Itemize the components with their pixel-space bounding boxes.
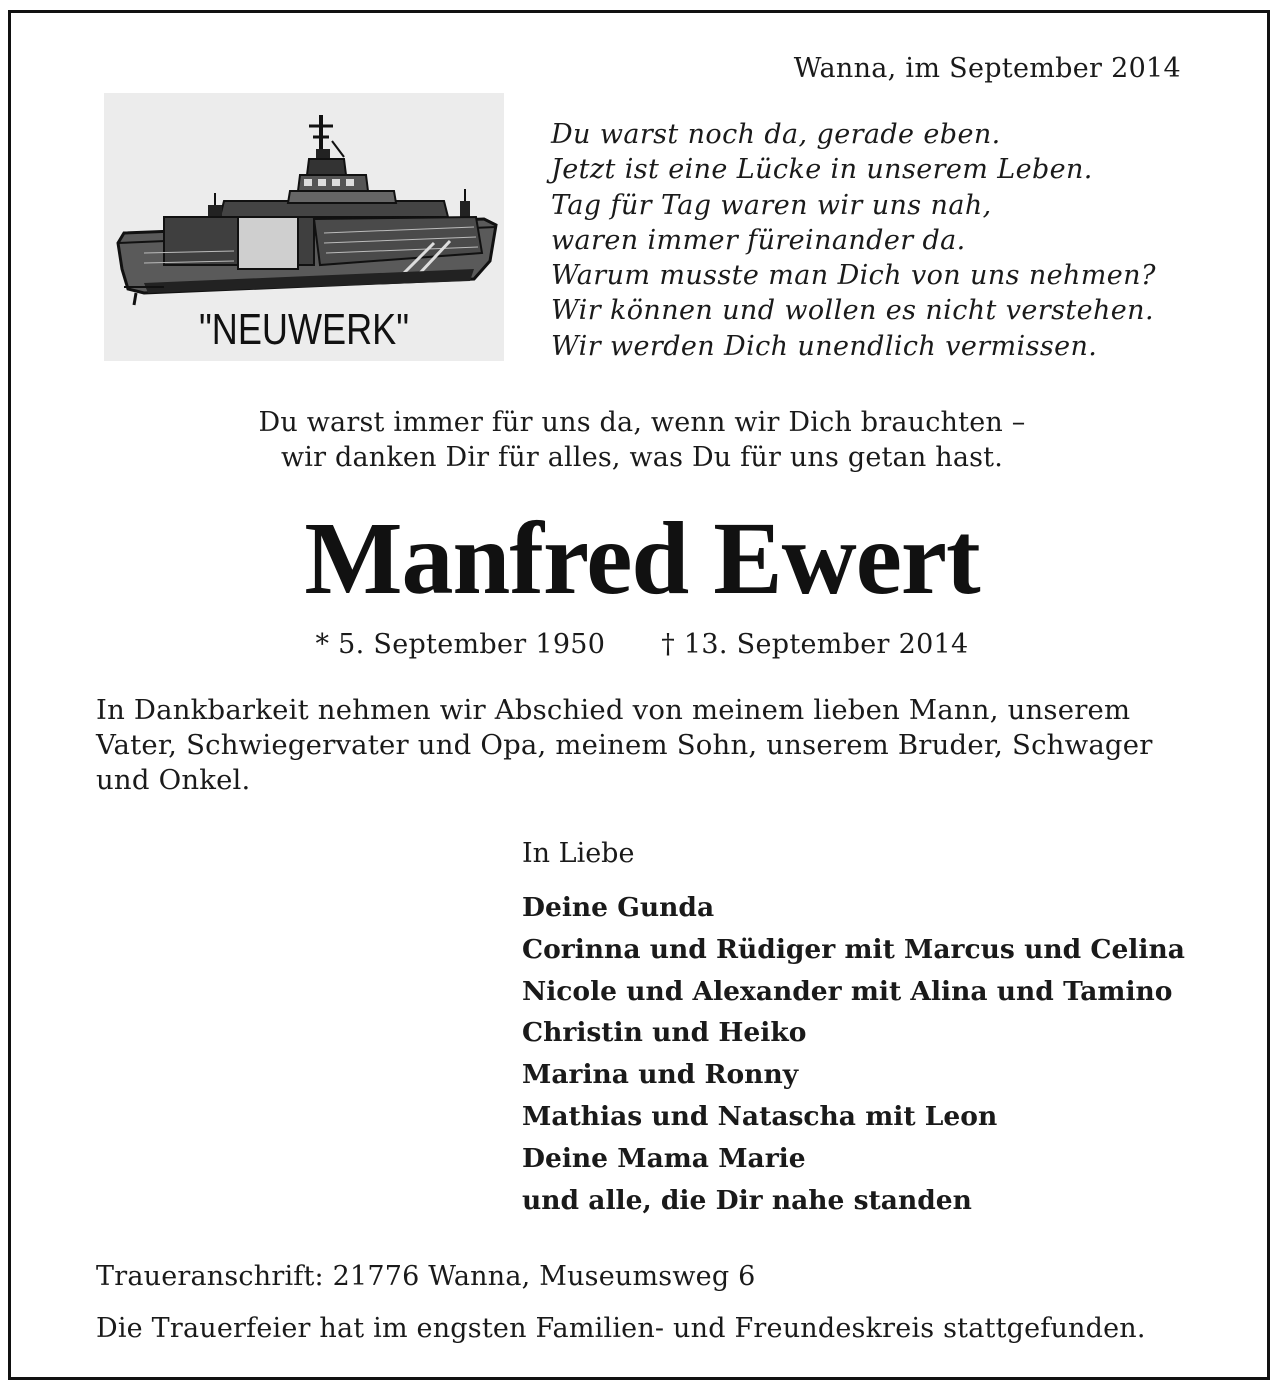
- poem-line: Wir können und wollen es nicht verstehen.: [551, 295, 1154, 327]
- ship-name-label: "NEUWERK": [198, 305, 410, 354]
- signer: und alle, die Dir nahe standen: [522, 1184, 972, 1216]
- poem-line: Du warst noch da, gerade eben.: [551, 119, 1001, 150]
- poem-line: Wir werden Dich unendlich vermissen.: [551, 330, 1098, 362]
- poem-line: Tag für Tag waren wir uns nah,: [551, 189, 992, 221]
- poem: [551, 117, 1156, 364]
- poem-line: Warum musste man Dich von uns nehmen?: [551, 260, 1156, 292]
- mourning-address: Traueranschrift: 21776 Wanna, Museumsweg 6: [96, 1261, 756, 1292]
- poem-line: Jetzt ist eine Lücke in unserem Leben.: [551, 154, 1093, 186]
- ship-image: [104, 93, 504, 361]
- signer: Nicole und Alexander mit Alina und Tamino: [522, 975, 1173, 1007]
- signers-list: [522, 887, 1185, 1221]
- birth-date: * 5. September 1950: [315, 629, 606, 660]
- poem-line: waren immer füreinander da.: [551, 224, 966, 256]
- ceremony-note: Die Trauerfeier hat im engsten Familien- und Freundeskreis stattgefunden.: [96, 1313, 1146, 1344]
- signer: Mathias und Natascha mit Leon: [522, 1100, 998, 1132]
- deceased-name: Manfred Ewert: [304, 501, 980, 616]
- farewell-text: In Dankbarkeit nehmen wir Abschied von meinem lieben Mann, unserem Vater, Schwiegervater und Opa, meinem Sohn, unserem Bruder, Schwager und Onkel.: [96, 694, 1153, 796]
- signer: Marina und Ronny: [522, 1059, 799, 1091]
- life-dates: [11, 629, 1273, 660]
- obituary-notice: [8, 10, 1270, 1380]
- thanks-text: [11, 405, 1273, 475]
- thanks-line: Du warst immer für uns da, wenn wir Dich brauchten –: [258, 407, 1026, 438]
- thanks-line: wir danken Dir für alles, was Du für uns getan hast.: [280, 442, 1004, 473]
- closing-text: In Liebe: [522, 838, 635, 869]
- signer: Deine Gunda: [522, 892, 715, 923]
- place-date: Wanna, im September 2014: [793, 53, 1181, 84]
- signer: Deine Mama Marie: [522, 1142, 806, 1174]
- death-date: † 13. September 2014: [661, 629, 969, 660]
- signer: Corinna und Rüdiger mit Marcus und Celina: [522, 933, 1185, 965]
- signer: Christin und Heiko: [522, 1017, 807, 1049]
